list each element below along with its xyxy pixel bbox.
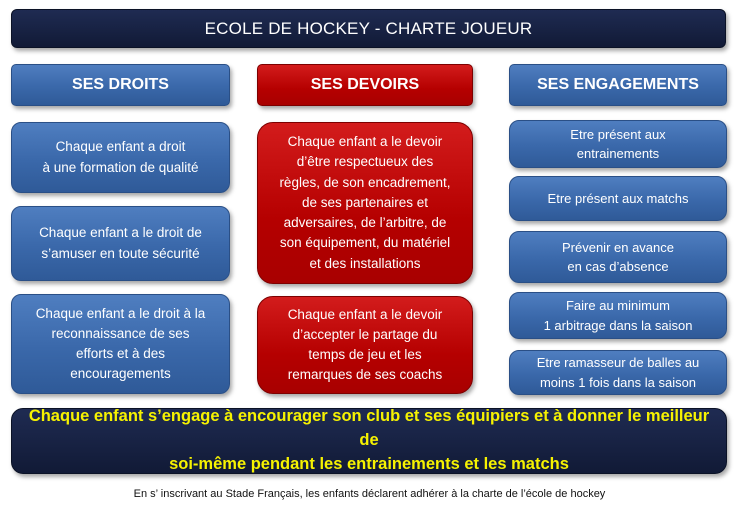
header-duties: SES DEVOIRS [257, 64, 473, 106]
header-commitments: SES ENGAGEMENTS [509, 64, 727, 106]
commitments-item-refereeing: Faire au minimum 1 arbitrage dans la saison [509, 292, 727, 339]
commitments-item-training-presence: Etre présent aux entrainements [509, 120, 727, 168]
commitments-item-ball-collector: Etre ramasseur de balles au moins 1 fois dans la saison [509, 350, 727, 395]
rights-item-recognition: Chaque enfant a le droit à la reconnaissance de ses efforts et à des encouragements [11, 294, 230, 394]
duties-item-playing-time: Chaque enfant a le devoir d’accepter le partage du temps de jeu et les remarques de ses coachs [257, 296, 473, 394]
header-rights: SES DROITS [11, 64, 230, 106]
duties-item-respect: Chaque enfant a le devoir d’être respectueux des règles, de son encadrement, de ses partenaires et adversaires, de l’arbitre, de son équipement, du matériel et des installations [257, 122, 473, 284]
rights-item-training: Chaque enfant a droit à une formation de qualité [11, 122, 230, 193]
commitments-item-match-presence: Etre présent aux matchs [509, 176, 727, 221]
rights-item-fun-safety: Chaque enfant a le droit de s’amuser en toute sécurité [11, 206, 230, 281]
page-title: ECOLE DE HOCKEY - CHARTE JOUEUR [11, 9, 726, 48]
commitment-banner: Chaque enfant s’engage à encourager son club et ses équipiers et à donner le meilleur de soi-même pendant les entrainements et les matchs [11, 408, 727, 474]
footer-note: En s’ inscrivant au Stade Français, les enfants déclarent adhérer à la charte de l’école de hockey [133, 488, 606, 500]
commitments-item-absence-notice: Prévenir en avance en cas d’absence [509, 231, 727, 283]
